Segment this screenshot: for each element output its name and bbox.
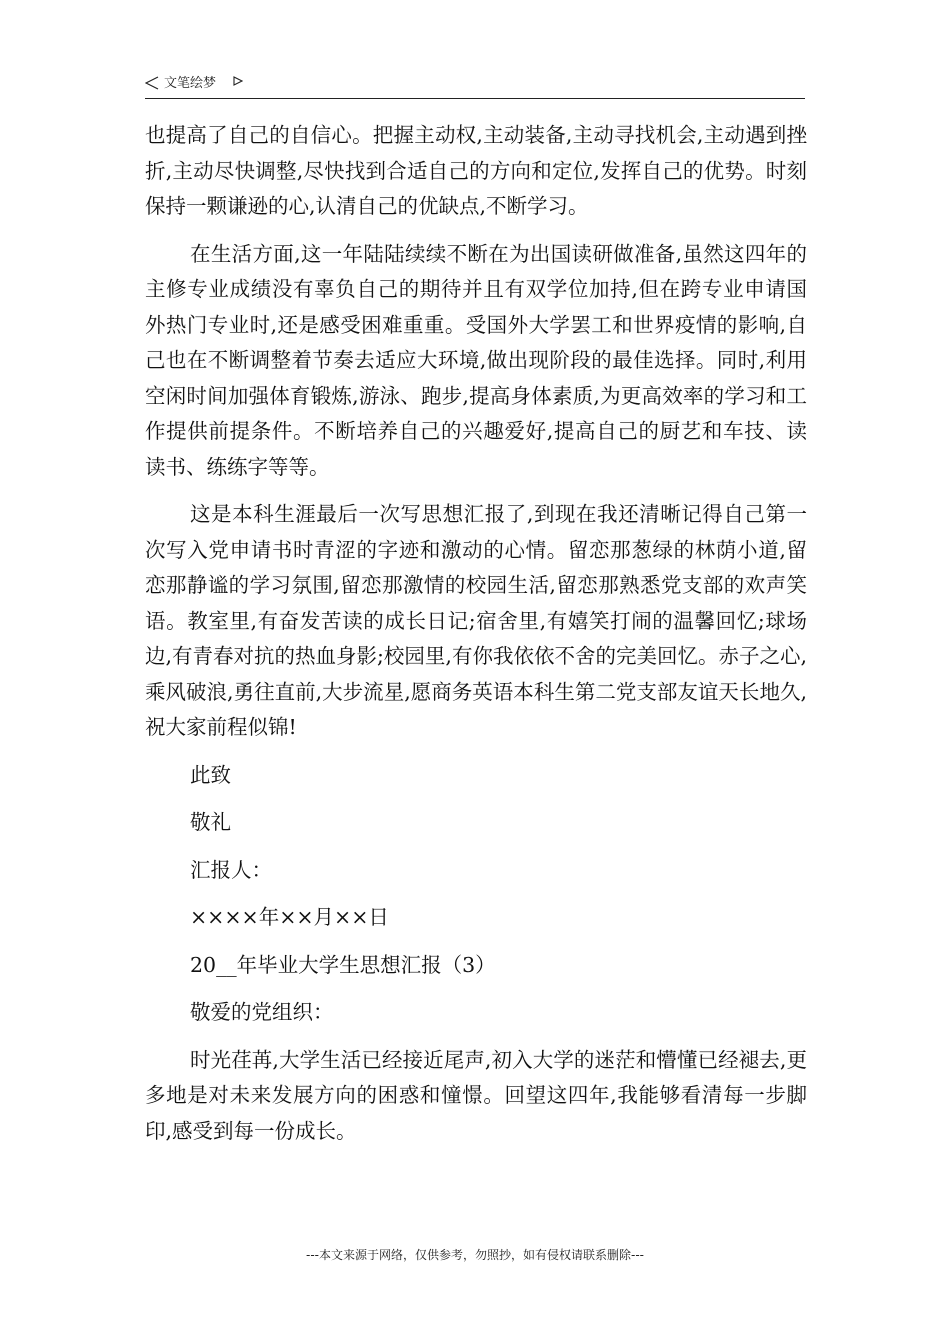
closing-line-2: 敬礼 — [190, 810, 231, 834]
paragraph-4: 时光荏苒,大学生活已经接近尾声,初入大学的迷茫和懵懂已经褪去,更多地是对未来发展方向的困惑和憧憬。回望这四年,我能够看清每一步脚印,感受到每一份成长。 — [145, 1047, 807, 1143]
closing-line-1: 此致 — [190, 762, 231, 787]
document-body — [145, 118, 807, 1161]
salutation-line: 敬爱的党组织： — [190, 1000, 334, 1024]
reporter-line: 汇报人： — [190, 857, 272, 882]
page-footer-disclaimer: ---本文来源于网络，仅供参考，勿照抄，如有侵权请联系删除--- — [306, 1248, 644, 1262]
date-line: ××××年××月××日 — [190, 905, 389, 929]
right-triangle-icon — [233, 76, 243, 86]
left-triangle-icon — [145, 76, 159, 90]
page-header — [145, 72, 805, 99]
section-title: 20__年毕业大学生思想汇报（3） — [190, 952, 496, 977]
paragraph-3: 这是本科生涯最后一次写思想汇报了,到现在我还清晰记得自己第一次写入党申请书时青涩的字迹和激动的心情。留恋那葱绿的林荫小道,留恋那静谧的学习氛围,留恋那激情的校园生活,留恋那熟悉党支部的欢声笑语。教室里,有奋发苦读的成长日记;宿舍里,有嬉笑打闹的温馨回忆;球场边,有青春对抗的热血身影;校园里,有你我依依不舍的完美回忆。赤子之心,乘风破浪,勇往直前,大步流星,愿商务英语本科生第二党支部友谊天长地久,祝大家前程似锦! — [145, 502, 807, 739]
paragraph-2: 在生活方面,这一年陆陆续续不断在为出国读研做准备,虽然这四年的主修专业成绩没有辜负自己的期待并且有双学位加持,但在跨专业申请国外热门专业时,还是感受困难重重。受国外大学罢工和世界疫情的影响,自己也在不断调整着节奏去适应大环境,做出现阶段的最佳选择。同时,利用空闲时间加强体育锻炼,游泳、跑步,提高身体素质,为更高效率的学习和工作提供前提条件。不断培养自己的兴趣爱好,提高自己的厨艺和车技、读读书、练练字等等。 — [145, 241, 807, 479]
header-brand: 文笔绘梦 — [164, 76, 217, 91]
paragraph-1: 也提高了自己的自信心。把握主动权,主动装备,主动寻找机会,主动遇到挫折,主动尽快调整,尽快找到合适自己的方向和定位,发挥自己的优势。时刻保持一颗谦逊的心,认清自己的优缺点,不断学习。 — [145, 123, 807, 218]
